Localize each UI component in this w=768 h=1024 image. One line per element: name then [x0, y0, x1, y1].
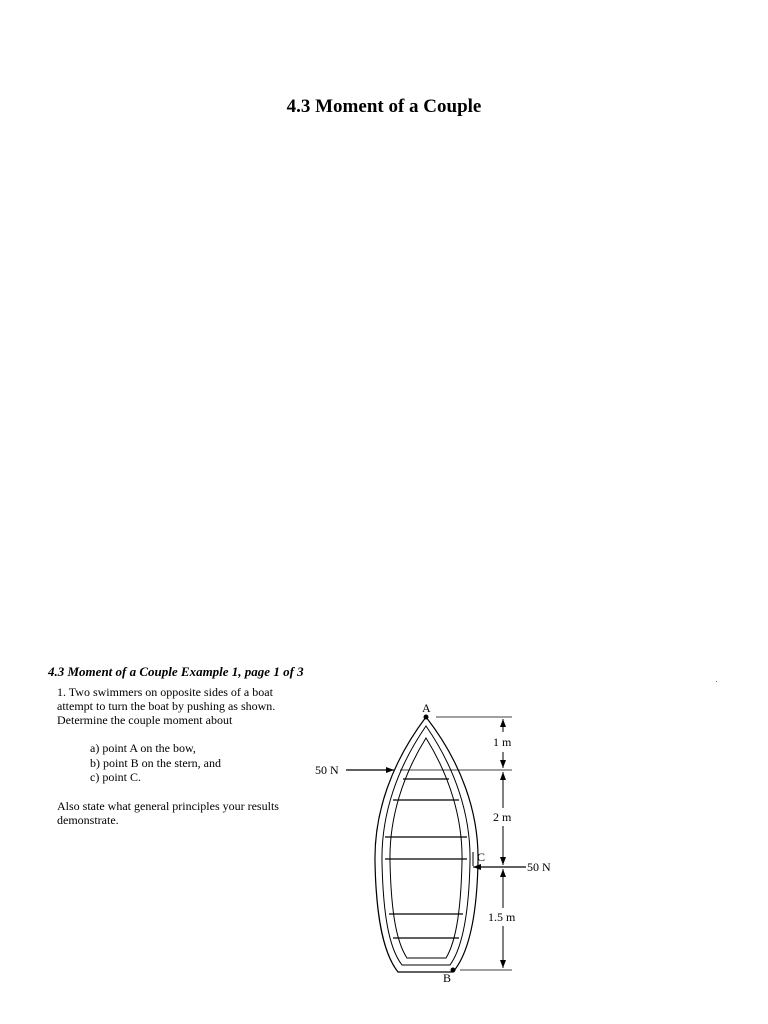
problem-part-b: b) point B on the stern, and [90, 755, 221, 770]
example-heading: 4.3 Moment of a Couple Example 1, page 1 of 3 [48, 664, 304, 679]
point-a-dot [424, 715, 429, 720]
dimension-label-1-5m: 1.5 m [488, 910, 516, 924]
force-label-right: 50 N [527, 860, 551, 874]
dimension-label-2m: 2 m [493, 810, 512, 824]
stray-dot [716, 681, 717, 682]
force-label-left: 50 N [315, 763, 339, 777]
boat-gunwale [382, 726, 470, 965]
boat-diagram [300, 696, 580, 986]
label-point-a: A [422, 701, 431, 715]
label-point-b: B [443, 971, 452, 985]
problem-parts-list [90, 741, 297, 785]
page-title: 4.3 Moment of a Couple [286, 96, 482, 117]
boat-figure [300, 696, 580, 986]
problem-part-a: a) point A on the bow, [90, 741, 196, 755]
dimension-label-1m: 1 m [493, 735, 512, 749]
closing-line: Also state what general principles your results [57, 798, 279, 813]
label-point-c: C [477, 850, 486, 864]
point-b-dot [451, 968, 456, 973]
problem-line: 1. Two swimmers on opposite sides of a boat [57, 685, 273, 699]
problem-line: attempt to turn the boat by pushing as shown. [57, 699, 276, 713]
problem-statement [57, 685, 297, 827]
problem-part-c: c) point C. [90, 770, 141, 784]
closing-line: demonstrate. [57, 812, 119, 827]
problem-line: Determine the couple moment about [57, 713, 233, 727]
